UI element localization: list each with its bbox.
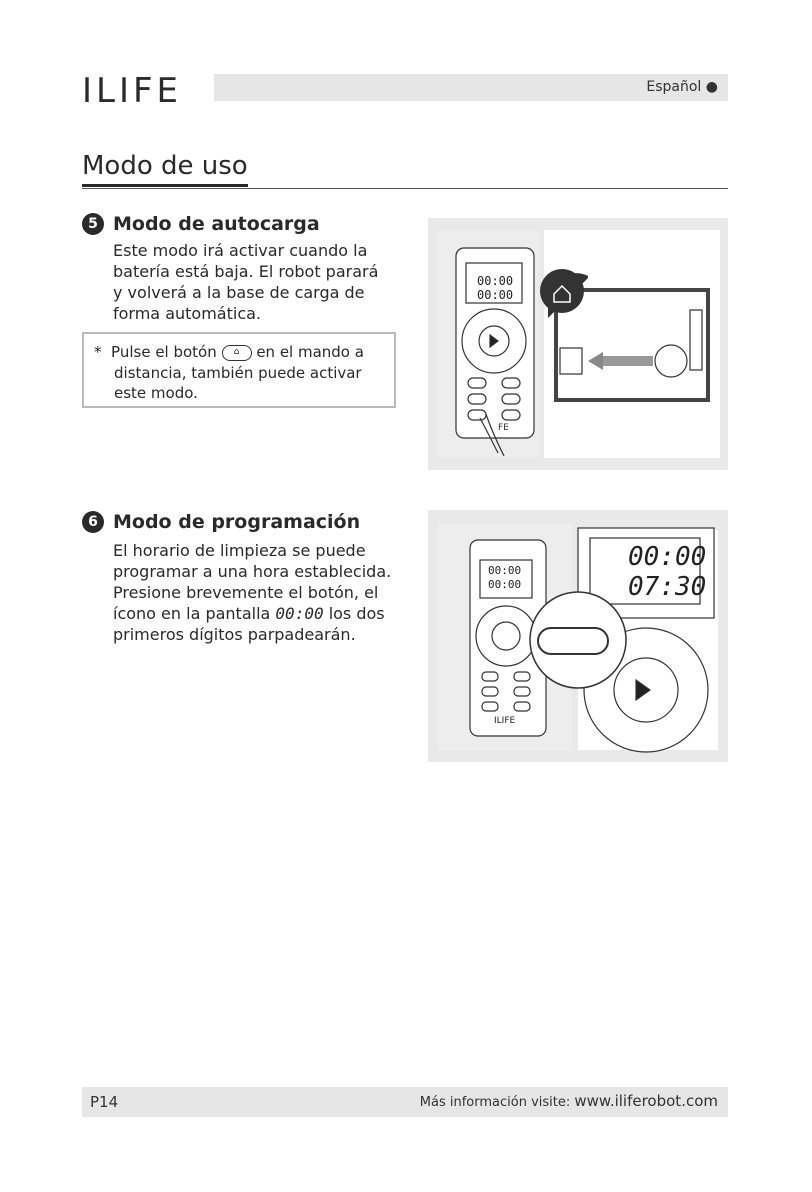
home-button-icon: ⌂ (222, 345, 252, 361)
language-bar (214, 74, 728, 101)
section-6-number: 6 (82, 511, 104, 533)
language-label: Español ● (646, 79, 718, 95)
remote2-display-top: 00:00 (488, 564, 522, 577)
section-5-heading: Modo de autocarga (113, 213, 320, 235)
remote2-display-bottom: 00:00 (488, 578, 522, 591)
remote-brand-partial: FE (498, 423, 509, 433)
section-5-text: Este modo irá activar cuando la batería está baja. El robot parará y volverá a la base de carga de forma automática. (113, 241, 379, 323)
page-number: P14 (90, 1093, 119, 1111)
autocharge-illustration (428, 218, 728, 470)
section-6-text: El horario de limpieza se puede programar a una hora establecida. Presione brevemente el botón, el ícono en la pantalla 00:00 los dos primeros dígitos parpadearán. (113, 541, 392, 644)
scheduling-illustration (428, 510, 728, 762)
brand-logo: ILIFE (82, 71, 183, 111)
zoom-display-top: 00:00 (628, 542, 707, 572)
remote-display-bottom: 00:00 (477, 288, 514, 302)
footer-info: Más información visite: www.iliferobot.com (419, 1092, 718, 1110)
zoom-display-bottom: 07:30 (628, 572, 707, 602)
remote2-brand: ILIFE (494, 716, 516, 726)
page-title: Modo de uso (82, 151, 248, 181)
section-6-heading: Modo de programación (113, 511, 361, 533)
footer-url[interactable]: www.iliferobot.com (574, 1092, 718, 1110)
title-rule (82, 188, 728, 189)
footer-bar (82, 1087, 728, 1117)
remote-display-top: 00:00 (477, 274, 514, 288)
note-box: * Pulse el botón ⌂ en el mando a distancia, también puede activar este modo. (82, 332, 396, 408)
section-5-number: 5 (82, 213, 104, 235)
title-underline (82, 184, 248, 187)
